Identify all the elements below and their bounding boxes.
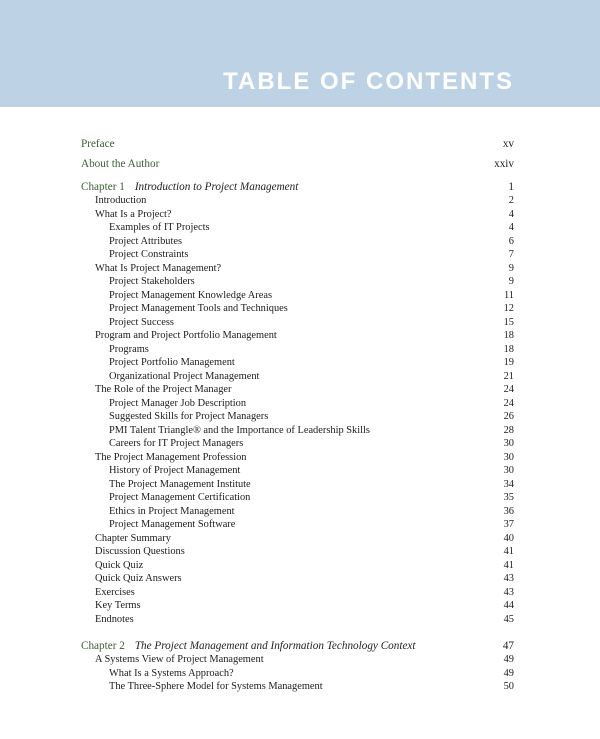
toc-entry-label: History of Project Management [109, 465, 241, 476]
toc-entry-label: Key Terms [95, 600, 141, 611]
chapter-title: The Project Management and Information Technology Context [134, 640, 416, 652]
toc-entry-label: Quick Quiz Answers [95, 573, 182, 584]
toc-entry-page: 49 [503, 654, 514, 665]
toc-entry-page: 36 [503, 505, 514, 517]
toc-entry-label: Chapter Summary [95, 532, 171, 544]
toc-entry-label: A Systems View of Project Management [95, 654, 264, 665]
toc-entry-page: 6 [508, 235, 514, 247]
toc-entry-page: 50 [503, 681, 514, 692]
toc-entry-label: Project Attributes [109, 235, 183, 247]
toc-entry-preface[interactable] [0, 136, 600, 152]
toc-entry-page: 40 [503, 532, 514, 544]
toc-entry-label: Exercises [95, 586, 135, 598]
toc-entry-page: 18 [503, 330, 514, 341]
toc-entry-page: xxiv [494, 158, 514, 170]
toc-entry-page: 35 [503, 492, 514, 503]
toc-entry-label: PMI Talent Triangle® and the Importance of Leadership Skills [109, 424, 370, 436]
toc-entry-page: 4 [508, 222, 514, 233]
toc-entry-label: Introduction [95, 195, 147, 206]
toc-entry-page: 28 [503, 424, 514, 436]
toc-entry-label: What Is a Project? [95, 208, 172, 220]
page-title: TABLE OF CONTENTS [223, 68, 514, 95]
toc-entry-page: 18 [503, 343, 514, 355]
toc-entry-page: xv [502, 138, 514, 150]
toc-entry-label: Project Constraints [109, 249, 189, 260]
toc-entry-page: 26 [503, 411, 514, 422]
chapter-page: 1 [508, 181, 514, 193]
chapter-number: Chapter 2 [81, 640, 125, 652]
toc-entry-page: 15 [503, 316, 514, 328]
toc-entry-label: Preface [81, 138, 115, 150]
toc-entry-label: Project Success [109, 316, 174, 328]
toc-entry-page: 30 [503, 438, 514, 449]
toc-entry-page: 24 [503, 384, 514, 395]
toc-entry-label: Endnotes [95, 613, 134, 625]
toc-entry-page: 41 [503, 546, 514, 557]
chapter-number: Chapter 1 [81, 181, 125, 193]
toc-entry-page: 37 [503, 519, 514, 530]
toc-entry-label: The Three-Sphere Model for Systems Management [109, 681, 323, 692]
toc-entry-about-author[interactable] [0, 156, 600, 172]
toc-entry-page: 9 [508, 276, 514, 287]
toc-entry-page: 2 [508, 195, 514, 206]
toc-entry-page: 45 [503, 613, 514, 625]
toc-entry-label: Examples of IT Projects [109, 222, 210, 233]
toc-entry-label: Quick Quiz [95, 559, 144, 571]
toc-entry-label: Project Management Software [109, 519, 236, 530]
toc-entry-page: 30 [503, 465, 514, 476]
toc-entry[interactable] [0, 679, 600, 695]
toc-entry-label: Ethics in Project Management [109, 505, 235, 517]
toc-entry-page: 43 [503, 586, 514, 598]
toc-entry-label: The Role of the Project Manager [95, 384, 232, 395]
toc-entry-label: Project Management Knowledge Areas [109, 289, 273, 301]
toc-entry-page: 49 [503, 667, 514, 679]
toc-entry-label: What Is Project Management? [95, 262, 222, 274]
toc-entry-page: 11 [503, 289, 514, 301]
toc-entry-label: What Is a Systems Approach? [109, 667, 234, 679]
toc-entry-label: The Project Management Institute [109, 478, 251, 490]
toc-entry-label: Project Stakeholders [109, 276, 195, 287]
toc-entry-label: Careers for IT Project Managers [109, 438, 244, 449]
toc-entry-label: Project Portfolio Management [109, 357, 235, 368]
toc-entry-label: Project Management Tools and Techniques [109, 303, 288, 314]
toc-entry-page: 41 [503, 559, 514, 571]
toc-entry-label: Programs [109, 343, 149, 355]
chapter-page: 47 [502, 640, 514, 652]
toc-entry-label: Program and Project Portfolio Management [95, 330, 277, 341]
toc-entry-page: 43 [503, 573, 514, 584]
toc-entry-label: The Project Management Profession [95, 451, 247, 463]
toc-entry-page: 9 [508, 262, 514, 274]
header-banner [0, 0, 600, 107]
toc-entry-page: 19 [503, 357, 514, 368]
toc-entry-label: About the Author [81, 158, 160, 170]
toc-entry-label: Project Management Certification [109, 492, 251, 503]
toc-entry-label: Discussion Questions [95, 546, 185, 557]
toc-entry-page: 4 [508, 208, 514, 220]
toc-entry-label: Organizational Project Management [109, 370, 260, 382]
toc-entry-label: Project Manager Job Description [109, 397, 247, 409]
toc-entry-page: 24 [503, 397, 514, 409]
toc-entry-page: 12 [503, 303, 514, 314]
toc-entry-page: 7 [508, 249, 514, 260]
toc-entry-label: Suggested Skills for Project Managers [109, 411, 269, 422]
chapter-title: Introduction to Project Management [134, 181, 299, 193]
toc-entry-page: 44 [503, 600, 514, 611]
toc-entry-page: 34 [503, 478, 514, 490]
toc-entry-page: 21 [503, 370, 514, 382]
toc-entry-page: 30 [503, 451, 514, 463]
toc-entry[interactable] [0, 612, 600, 628]
